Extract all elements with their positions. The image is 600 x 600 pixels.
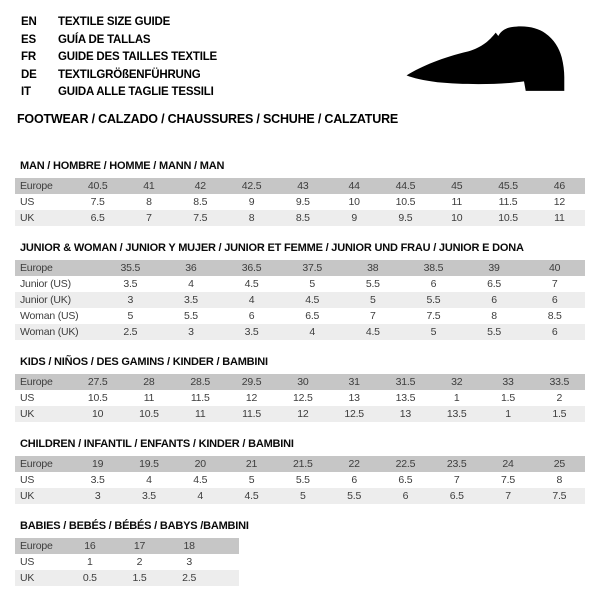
size-cell: 20	[194, 457, 206, 470]
size-cell: 33.5	[549, 375, 570, 388]
size-cell: 37.5	[302, 261, 322, 274]
size-section	[15, 520, 585, 586]
category-heading: FOOTWEAR / CALZADO / CHAUSSURES / SCHUHE / CALZATURE	[17, 111, 399, 126]
size-cell: 44	[348, 179, 360, 192]
size-cell: 44.5	[395, 179, 416, 192]
size-cell: 38.5	[423, 261, 444, 274]
size-cell: 1	[505, 407, 511, 420]
size-cell: 6	[551, 325, 558, 338]
size-cell: 9	[351, 211, 357, 224]
size-cell: 2	[556, 391, 563, 404]
size-cell: 5.5	[347, 489, 362, 502]
size-cell: 22.5	[395, 457, 416, 470]
size-cell: 16	[84, 539, 96, 552]
size-cell: 33	[502, 375, 514, 388]
language-code: ES	[21, 33, 36, 46]
size-cell: 7.5	[552, 489, 567, 502]
size-cell: 13.5	[395, 391, 416, 404]
size-cell: 5.5	[365, 277, 380, 290]
table-header-row	[15, 374, 585, 390]
table-header-row	[15, 178, 585, 194]
size-cell: 3	[127, 293, 134, 306]
size-cell: 11.5	[498, 195, 518, 208]
row-label: Europe	[20, 457, 53, 470]
size-cell: 10	[92, 407, 104, 420]
size-cell: 1	[87, 555, 93, 568]
table-header-row	[15, 260, 585, 276]
size-cell: 7.5	[501, 473, 516, 486]
table-row	[15, 210, 585, 226]
size-cell: 7	[505, 489, 511, 502]
size-cell: 39	[488, 261, 500, 274]
size-cell: 4	[146, 473, 152, 486]
size-cell: 45.5	[498, 179, 518, 192]
size-cell: 5.5	[183, 309, 198, 322]
size-cell: 6.5	[487, 277, 502, 290]
table-row	[15, 194, 585, 210]
size-cell: 31	[348, 375, 360, 388]
size-cell: 13	[399, 407, 412, 420]
size-cell: 4	[197, 489, 204, 502]
size-cell: 10.5	[395, 195, 416, 208]
language-code: IT	[21, 86, 31, 98]
table-row	[15, 406, 585, 422]
language-label: GUÍA DE TALLAS	[58, 33, 151, 46]
size-cell: 17	[133, 539, 146, 552]
size-cell: 42	[194, 179, 206, 192]
row-label: Woman (UK)	[20, 325, 79, 338]
size-cell: 25	[553, 457, 565, 470]
size-cell: 11	[143, 391, 155, 404]
table-header-row	[15, 538, 239, 554]
size-cell: 35.5	[120, 261, 141, 274]
size-cell: 6	[248, 309, 255, 322]
size-cell: 4	[309, 325, 315, 338]
size-cell: 10.5	[139, 407, 159, 420]
size-cell: 8	[556, 473, 563, 486]
size-cell: 2.5	[123, 325, 138, 338]
size-cell: 8	[491, 309, 497, 322]
size-cell: 9.5	[398, 211, 413, 224]
row-label: UK	[20, 489, 35, 502]
size-cell: 5	[309, 277, 315, 290]
size-cell: 1	[453, 391, 460, 404]
size-cell: 24	[502, 457, 514, 470]
row-label: US	[20, 195, 35, 208]
dress-shoe-icon	[398, 16, 578, 104]
size-cell: 3	[94, 489, 101, 502]
size-cell: 43	[297, 179, 309, 192]
size-cell: 21	[245, 457, 258, 470]
section-title: KIDS / NIÑOS / DES GAMINS / KINDER / BAMBINI	[20, 355, 268, 368]
size-cell: 7	[551, 277, 558, 290]
size-cell: 9.5	[295, 195, 310, 208]
row-label: Woman (US)	[20, 309, 79, 322]
size-cell: 22	[348, 457, 360, 470]
table-row	[15, 308, 585, 324]
size-cell: 10	[451, 211, 463, 224]
size-cell: 18	[183, 539, 195, 552]
row-label: Europe	[20, 179, 53, 192]
section-title: MAN / HOMBRE / HOMME / MANN / MAN	[20, 159, 225, 172]
size-cell: 36.5	[241, 261, 262, 274]
language-label: TEXTILE SIZE GUIDE	[58, 16, 171, 28]
size-cell: 40.5	[87, 179, 108, 192]
size-cell: 0.5	[82, 571, 97, 584]
language-code: FR	[21, 51, 36, 63]
section-title: BABIES / BEBÉS / BÉBÉS / BABYS /BAMBINI	[20, 519, 249, 532]
size-cell: 29.5	[241, 375, 262, 388]
size-table	[15, 456, 585, 504]
size-cell: 1.5	[552, 407, 567, 420]
size-cell: 12.5	[293, 391, 313, 404]
size-cell: 2	[136, 555, 143, 568]
size-cell: 41	[143, 179, 155, 192]
size-cell: 5	[430, 325, 437, 338]
size-cell: 7	[146, 211, 152, 224]
size-cell: 8.5	[295, 211, 310, 224]
size-cell: 21.5	[293, 457, 313, 470]
size-cell: 6.5	[449, 489, 464, 502]
size-section	[15, 438, 585, 504]
row-label: Europe	[20, 539, 53, 552]
size-cell: 10.5	[498, 211, 518, 224]
table-row	[15, 554, 239, 570]
size-cell: 5.5	[487, 325, 502, 338]
size-cell: 42.5	[241, 179, 262, 192]
size-cell: 8.5	[193, 195, 208, 208]
size-cell: 28	[143, 375, 155, 388]
size-section	[15, 242, 585, 340]
language-code: EN	[21, 16, 37, 28]
size-cell: 8	[248, 211, 255, 224]
row-label: US	[20, 391, 35, 404]
size-cell: 6.5	[398, 473, 413, 486]
size-cell: 46	[553, 179, 565, 192]
language-label: TEXTILGRÖßENFÜHRUNG	[58, 68, 201, 81]
language-code: DE	[21, 68, 37, 81]
language-label: GUIDE DES TAILLES TEXTILE	[58, 51, 217, 63]
size-cell: 8.5	[547, 309, 562, 322]
size-cell: 5.5	[426, 293, 441, 306]
size-cell: 4	[248, 293, 255, 306]
row-label: Europe	[20, 261, 53, 274]
size-cell: 10	[348, 195, 360, 208]
size-cell: 4.5	[305, 293, 320, 306]
size-table	[15, 178, 585, 226]
size-cell: 5	[248, 473, 255, 486]
row-label: UK	[20, 571, 35, 584]
row-label: US	[20, 555, 35, 568]
size-cell: 45	[451, 179, 463, 192]
size-cell: 3.5	[183, 293, 198, 306]
size-cell: 6	[402, 489, 409, 502]
size-cell: 11.5	[242, 407, 261, 420]
size-table	[15, 260, 585, 340]
size-cell: 6	[351, 473, 357, 486]
table-row	[15, 276, 585, 292]
section-title: CHILDREN / INFANTIL / ENFANTS / KINDER / BAMBINI	[20, 437, 294, 450]
size-cell: 13.5	[446, 407, 467, 420]
table-row	[15, 488, 585, 504]
size-cell: 7.5	[90, 195, 105, 208]
row-label: Europe	[20, 375, 53, 388]
table-row	[15, 570, 239, 586]
size-section	[15, 356, 585, 422]
table-row	[15, 292, 585, 308]
size-cell: 12.5	[344, 407, 364, 420]
size-cell: 3.5	[90, 473, 105, 486]
size-cell: 7	[369, 309, 376, 322]
size-cell: 11.5	[190, 391, 210, 404]
size-cell: 4	[188, 277, 194, 290]
spacer-cell	[214, 570, 239, 586]
size-cell: 5	[127, 309, 134, 322]
size-cell: 23.5	[446, 457, 467, 470]
size-cell: 19.5	[139, 457, 159, 470]
size-cell: 31.5	[395, 375, 416, 388]
size-cell: 4.5	[244, 489, 259, 502]
size-cell: 8	[146, 195, 152, 208]
size-cell: 28.5	[190, 375, 211, 388]
size-cell: 12	[553, 195, 565, 208]
section-title: JUNIOR & WOMAN / JUNIOR Y MUJER / JUNIOR ET FEMME / JUNIOR UND FRAU / JUNIOR E DONA	[20, 241, 524, 254]
size-cell: 4.5	[193, 473, 208, 486]
size-cell: 6.5	[90, 211, 105, 224]
size-cell: 12	[297, 407, 309, 420]
size-tables	[15, 160, 585, 586]
size-cell: 1.5	[501, 391, 516, 404]
spacer-cell	[214, 554, 239, 570]
size-cell: 7.5	[193, 211, 208, 224]
size-cell: 3.5	[123, 277, 138, 290]
size-cell: 3.5	[244, 325, 259, 338]
size-section	[15, 160, 585, 226]
size-cell: 3	[186, 555, 192, 568]
size-cell: 9	[248, 195, 255, 208]
size-cell: 5	[369, 293, 376, 306]
size-cell: 7	[453, 473, 460, 486]
size-cell: 6	[551, 293, 558, 306]
size-cell: 11	[554, 211, 565, 224]
size-cell: 12	[245, 391, 258, 404]
size-table	[15, 374, 585, 422]
size-cell: 13	[348, 391, 360, 404]
size-cell: 6	[491, 293, 497, 306]
row-label: UK	[20, 407, 35, 420]
size-cell: 30	[297, 375, 309, 388]
table-header-row	[15, 456, 585, 472]
size-cell: 11	[451, 195, 462, 208]
size-cell: 38	[367, 261, 379, 274]
table-row	[15, 472, 585, 488]
language-label: GUIDA ALLE TAGLIE TESSILI	[58, 86, 214, 98]
size-cell: 5	[300, 489, 306, 502]
row-label: Junior (UK)	[20, 293, 71, 306]
size-cell: 19	[92, 457, 104, 470]
size-table	[15, 538, 239, 586]
table-row	[15, 390, 585, 406]
size-cell: 11	[194, 407, 206, 420]
row-label: UK	[20, 211, 35, 224]
size-cell: 7.5	[426, 309, 441, 322]
size-cell: 40	[549, 261, 561, 274]
size-cell: 10.5	[87, 391, 108, 404]
size-cell: 6	[430, 277, 437, 290]
size-cell: 1.5	[132, 571, 147, 584]
size-cell: 3	[188, 325, 194, 338]
size-cell: 27.5	[87, 375, 108, 388]
table-row	[15, 324, 585, 340]
spacer-cell	[214, 538, 239, 554]
row-label: Junior (US)	[20, 277, 71, 290]
row-label: US	[20, 473, 35, 486]
size-cell: 5.5	[295, 473, 310, 486]
size-cell: 6.5	[305, 309, 320, 322]
size-cell: 32	[451, 375, 463, 388]
size-cell: 2.5	[182, 571, 197, 584]
size-cell: 36	[185, 261, 197, 274]
size-cell: 4.5	[244, 277, 259, 290]
size-cell: 3.5	[141, 489, 156, 502]
size-cell: 4.5	[365, 325, 380, 338]
